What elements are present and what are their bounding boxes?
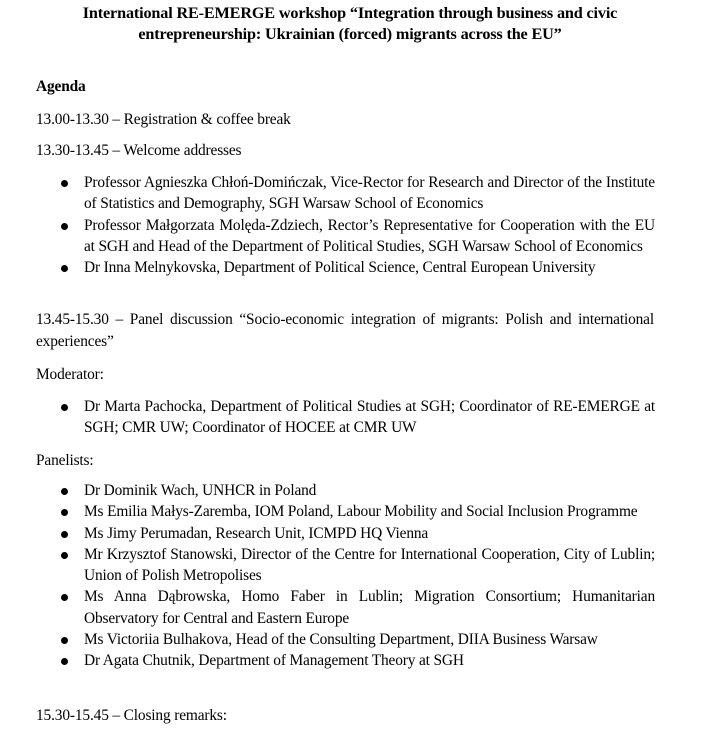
list-item: Dr Dominik Wach, UNHCR in Poland — [0, 480, 655, 501]
bullet-icon — [61, 488, 68, 495]
session-welcome: 13.30-13.45 – Welcome addresses — [36, 142, 242, 159]
list-item: Ms Jimy Perumadan, Research Unit, ICMPD HQ Vienna — [0, 523, 655, 544]
list-item: Dr Agata Chutnik, Department of Management Theory at SGH — [0, 650, 655, 671]
bullet-icon — [61, 223, 68, 230]
list-item: Ms Emilia Małys-Zaremba, IOM Poland, Labour Mobility and Social Inclusion Programme — [0, 501, 655, 522]
list-item: Ms Victoriia Bulhakova, Head of the Consulting Department, DIIA Business Warsaw — [0, 629, 655, 650]
agenda-heading: Agenda — [36, 78, 86, 95]
bullet-icon — [61, 637, 68, 644]
list-item: Dr Marta Pachocka, Department of Political Studies at SGH; Coordinator of RE-EMERGE at SGH; CMR UW; Coordinator of HOCEE at CMR UW — [0, 396, 655, 439]
welcome-speakers-list — [0, 172, 655, 278]
moderators-list — [0, 396, 655, 439]
panelists-list — [0, 480, 655, 672]
list-item: Professor Agnieszka Chłoń-Domińczak, Vice-Rector for Research and Director of the Institute of Statistics and Demography, SGH Warsaw School of Economics — [0, 172, 655, 215]
list-item: Professor Małgorzata Molęda-Zdziech, Rector’s Representative for Cooperation with the EU at SGH and Head of the Department of Political Studies, SGH Warsaw School of Economics — [0, 215, 655, 258]
panelists-label: Panelists: — [36, 452, 94, 469]
document-title — [0, 3, 700, 45]
list-item: Ms Anna Dąbrowska, Homo Faber in Lublin; Migration Consortium; Humanitarian Observatory for Central and Eastern Europe — [0, 586, 655, 629]
bullet-icon — [61, 658, 68, 665]
bullet-icon — [61, 180, 68, 187]
title-line-2: entrepreneurship: Ukrainian (forced) migrants across the EU” — [138, 25, 562, 43]
list-item: Mr Krzysztof Stanowski, Director of the Centre for International Cooperation, City of Lublin; Union of Polish Metropolises — [0, 544, 655, 587]
bullet-icon — [61, 552, 68, 559]
bullet-icon — [61, 404, 68, 411]
session-panel-discussion: 13.45-15.30 – Panel discussion “Socio-economic integration of migrants: Polish and international experiences” — [36, 311, 654, 350]
bullet-icon — [61, 265, 68, 272]
session-registration: 13.00-13.30 – Registration & coffee break — [36, 111, 291, 128]
title-line-1: International RE-EMERGE workshop “Integration through business and civic — [82, 4, 618, 22]
bullet-icon — [61, 509, 68, 516]
session-closing-remarks: 15.30-15.45 – Closing remarks: — [36, 707, 227, 724]
bullet-icon — [61, 594, 68, 601]
bullet-icon — [61, 531, 68, 538]
list-item: Dr Inna Melnykovska, Department of Political Science, Central European University — [0, 257, 655, 278]
moderator-label: Moderator: — [36, 366, 104, 383]
